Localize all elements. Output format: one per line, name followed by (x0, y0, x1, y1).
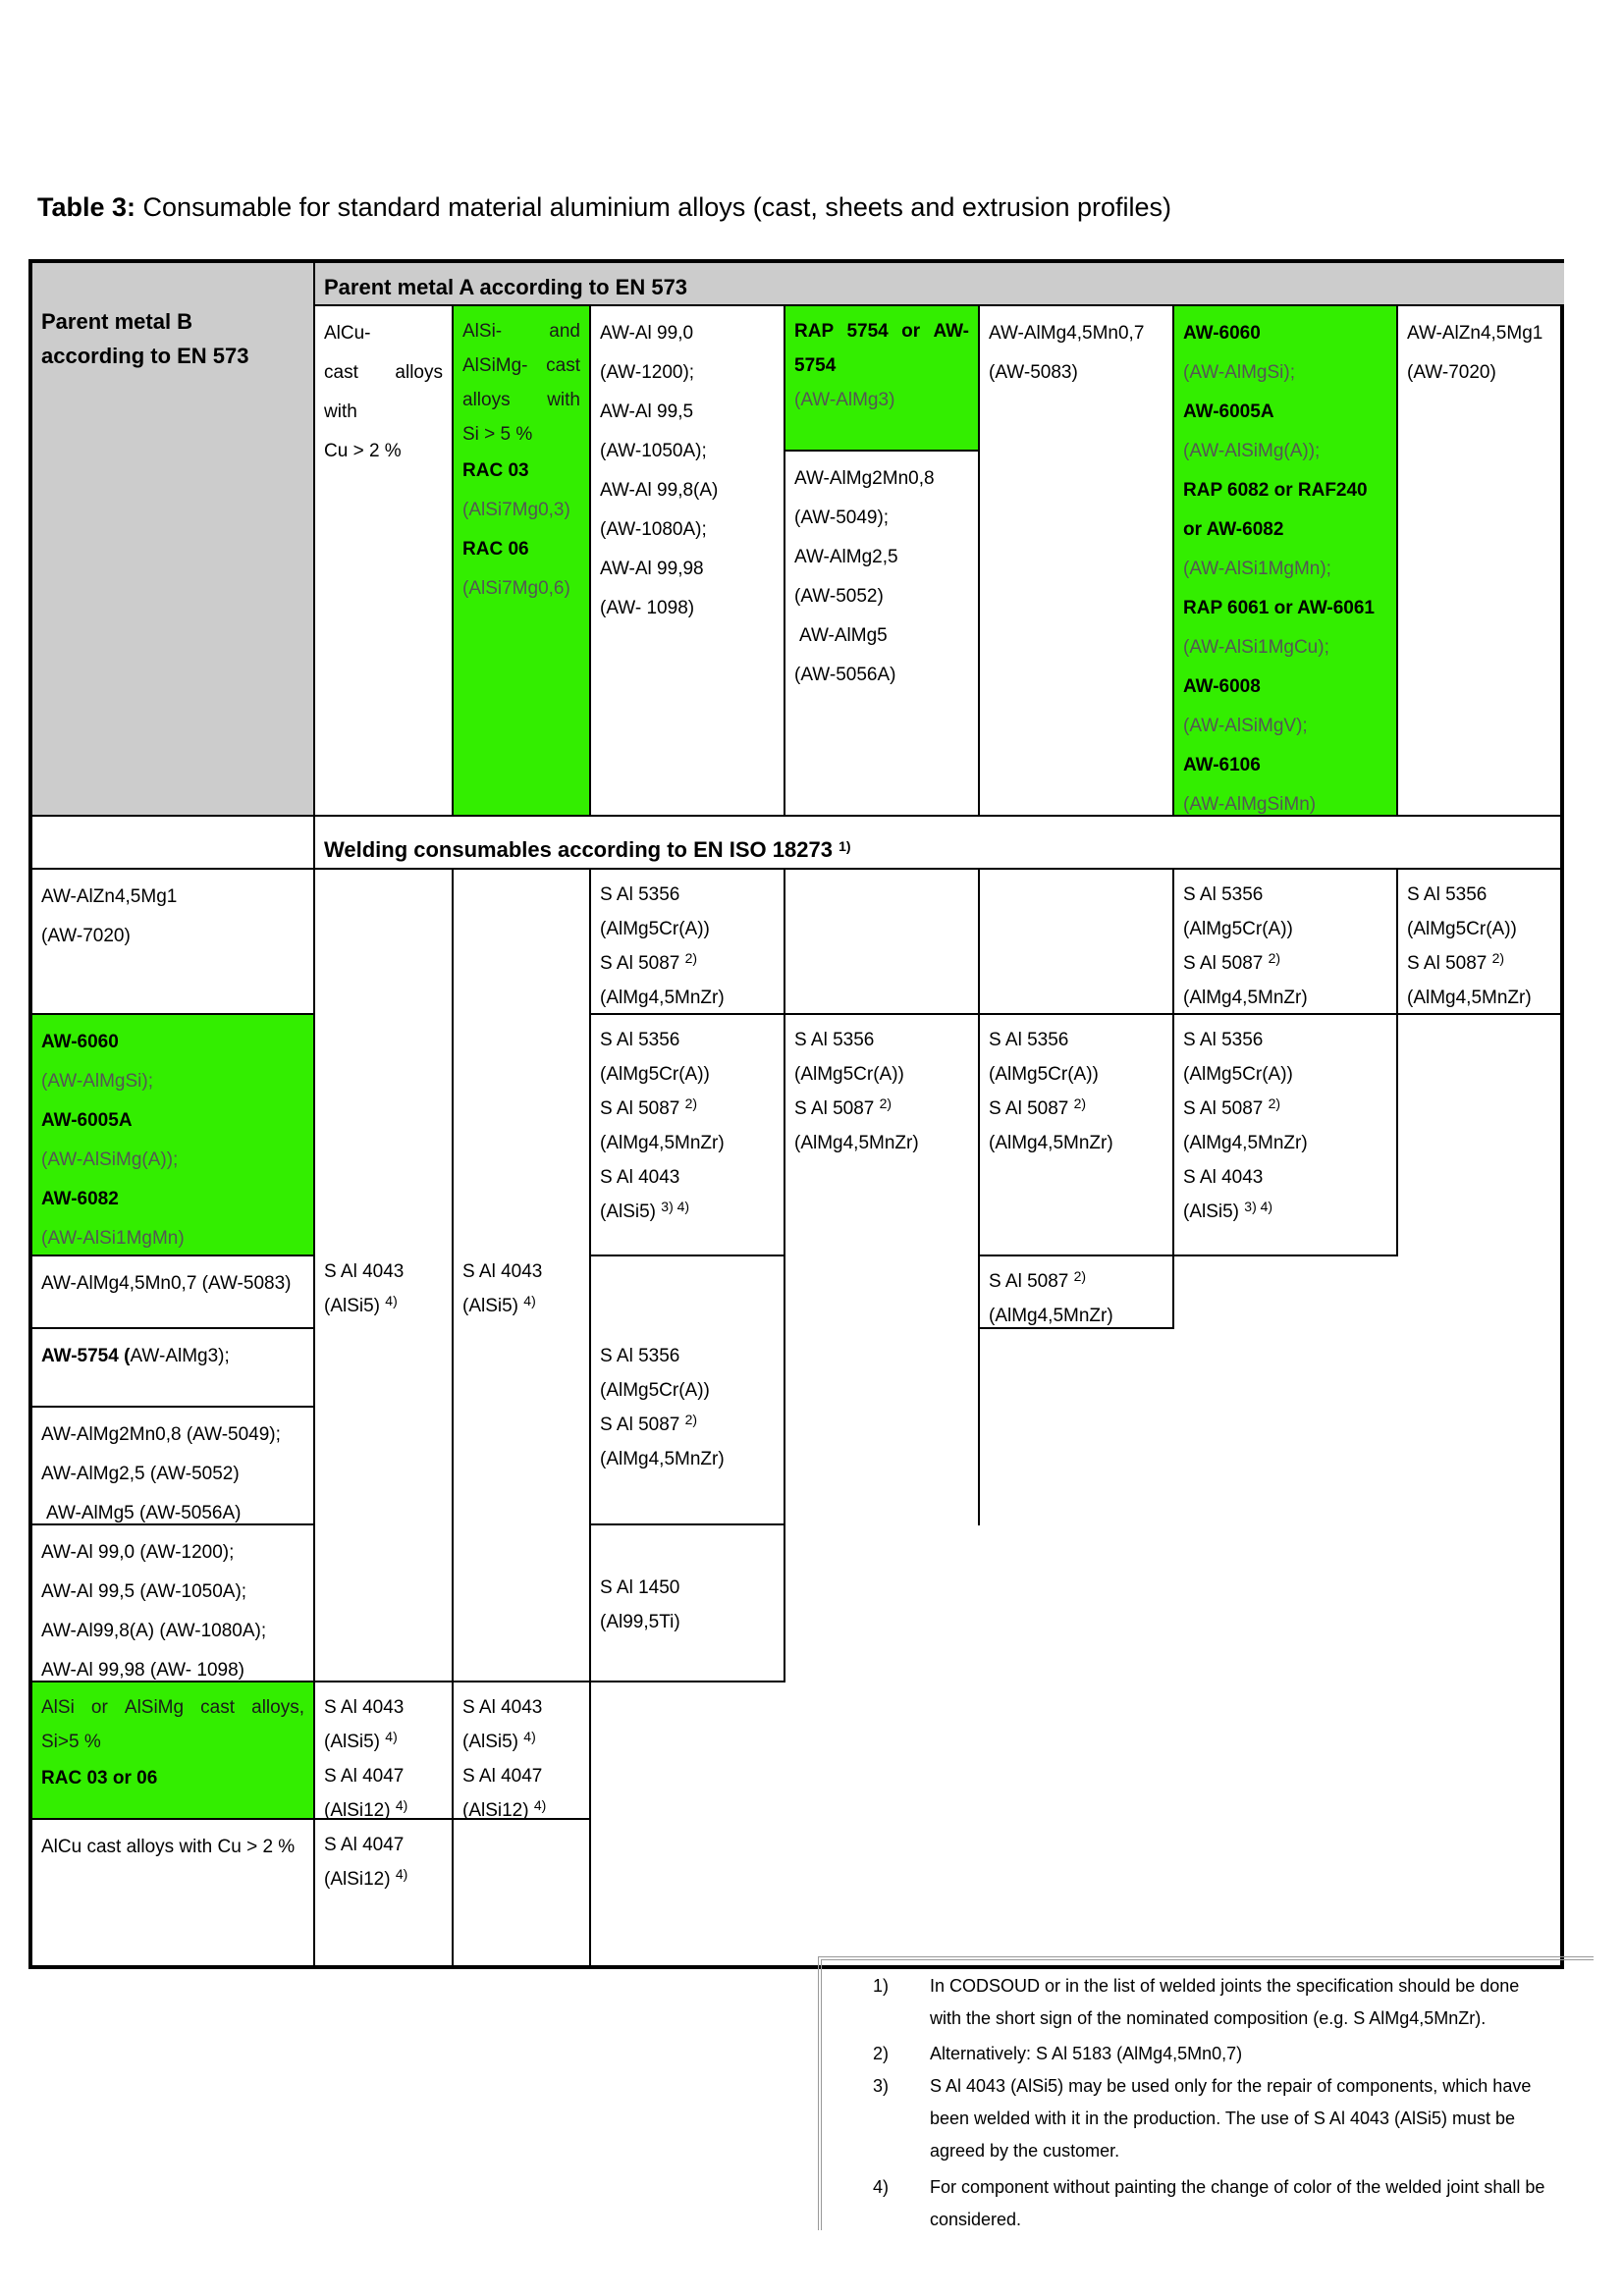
cell-almg45-almg45: S Al 5087 $^{2)}$ (AlMg4,5MnZr) (980, 1255, 1174, 1329)
row-label-aw5754: AW-5754 (AW-AlMg3); (32, 1329, 315, 1408)
footnote-1: 1) In CODSOUD or in the list of welded joints the specification should be done with the short sign of the nominated composition (e.g. S AlMg4,5MnZr). (872, 1976, 1520, 2028)
row-label-alcu-cast: AlCu cast alloys with Cu > 2 % (32, 1820, 315, 1969)
col-almg2mn: AW-AlMg2Mn0,8 (AW-5049); AW-AlMg2,5 (AW-5052) AW-AlMg5 (AW-5056A) (785, 452, 980, 815)
parent-metal-b-header: Parent metal B according to EN 573 (32, 263, 315, 815)
cell-alsi-alsi: S Al 4043 (AlSi5) $^{4)}$ S Al 4047 (AlSi12) $^{4)}$ (454, 1682, 591, 1820)
caption-text: Consumable for standard material aluminium alloys (cast, sheets and extrusion profiles) (135, 192, 1172, 222)
cell-al99-aw6060: S Al 5356 (AlMg5Cr(A)) S Al 5087 $^{2)}$ (AlMg4,5MnZr) S Al 4043 (AlSi5) $^{3) 4)}$ (591, 1015, 785, 1256)
col-alcu-cast: AlCu- cast alloys with Cu > 2 % (315, 306, 454, 815)
cell-alcu-4043: S Al 4043 (AlSi5) $^{4)}$ (315, 870, 454, 1682)
cell-alzn-alzn: S Al 5356 (AlMg5Cr(A)) S Al 5087 $^{2)}$ (AlMg4,5MnZr) (1398, 870, 1564, 1015)
col-aw6060: AW-6060 (AW-AlMgSi); AW-6005A (AW-AlSiMg(A)); RAP 6082 or RAF240 or AW-6082 (AW-AlSi1MgMn); RAP 6061 or AW-6061 (AW-AlSi1MgCu); AW-6008 (AW-AlSiMgV); AW-6106 (AW-AlMgSiMn) (1174, 306, 1398, 815)
cell-almg45-aw6060: S Al 5356 (AlMg5Cr(A)) S Al 5087 $^{2)}$ (AlMg4,5MnZr) (980, 1015, 1174, 1256)
row-label-aw6060: AW-6060 (AW-AlMgSi); AW-6005A (AW-AlSiMg(A)); AW-6082 (AW-AlSi1MgMn) (32, 1015, 315, 1256)
col-alzn: AW-AlZn4,5Mg1 (AW-7020) (1407, 323, 1543, 383)
col-alsi-cast: AlSi- and AlSiMg- cast alloys with Si > 5 % RAC 03 (AlSi7Mg0,3) RAC 06 (AlSi7Mg0,6) (454, 306, 591, 815)
cell-al99-al99: S Al 1450 (Al99,5Ti) (591, 1525, 785, 1682)
cell-alsi-4043: S Al 4043 (AlSi5) $^{4)}$ (454, 870, 591, 1682)
cell-almg45-alzn (980, 870, 1174, 1015)
row-label-almg2mn: AW-AlMg2Mn0,8 (AW-5049); AW-AlMg2,5 (AW-5052) AW-AlMg5 (AW-5056A) (32, 1408, 315, 1525)
caption-label: Table 3: (37, 192, 136, 222)
cell-al99-almg: S Al 5356 (AlMg5Cr(A)) S Al 5087 $^{2)}$ (AlMg4,5MnZr) (591, 1256, 785, 1525)
footnote-4: 4) For component without painting the change of color of the welded joint shall be considered. (872, 2177, 1545, 2229)
row-label-alzn: AW-AlZn4,5Mg1 (AW-7020) (32, 870, 315, 1015)
col-al99: AW-Al 99,0 (AW-1200); AW-Al 99,5 (AW-1050A); AW-Al 99,8(A) (AW-1080A); AW-Al 99,98 (AW- 1098) (591, 306, 785, 815)
col-almg45: AW-AlMg4,5Mn0,7 (AW-5083) (980, 306, 1174, 815)
table-caption (37, 192, 1171, 223)
consumables-table (28, 259, 1564, 2229)
cell-alcu-alcu: S Al 4047 (AlSi12) $^{4)}$ (315, 1820, 454, 1969)
cell-rap5754-alzn (785, 870, 980, 1015)
parent-metal-a-header: Parent metal A according to EN 573 (315, 263, 1564, 306)
col-rap5754: RAP 5754 or AW- 5754 (AW-AlMg3) (785, 306, 980, 452)
cell-alsi-alcu (454, 1820, 591, 1969)
cell-al99-alzn: S Al 5356 (AlMg5Cr(A)) S Al 5087 $^{2)}$ (AlMg4,5MnZr) (591, 870, 785, 1015)
welding-consumables-header: Welding consumables according to EN ISO 18273 $^{1)}$ (315, 815, 1564, 870)
row-label-alsi-cast: AlSi or AlSiMg cast alloys, Si>5 % RAC 03 or 06 (32, 1682, 315, 1820)
footnote-2: 2) Alternatively: S Al 5183 (AlMg4,5Mn0,7) (872, 2044, 1243, 2063)
cell-rap5754-group: S Al 5356 (AlMg5Cr(A)) S Al 5087 $^{2)}$ (AlMg4,5MnZr) (785, 1015, 980, 1525)
footnote-3: 3) S Al 4043 (AlSi5) may be used only for the repair of components, which have been welded with it in the production. The use of S Al 4043 (AlSi5) must be agreed by the customer. (872, 2076, 1532, 2161)
cell-aw6060-aw6060: S Al 5356 (AlMg5Cr(A)) S Al 5087 $^{2)}$ (AlMg4,5MnZr) S Al 4043 (AlSi5) $^{3) 4)}$ (1174, 1015, 1398, 1256)
footnotes (818, 1956, 1594, 2230)
row-label-al99: AW-Al 99,0 (AW-1200); AW-Al 99,5 (AW-1050A); AW-Al99,8(A) (AW-1080A); AW-Al 99,98 (AW- 1098) (32, 1525, 315, 1682)
row-label-almg45: AW-AlMg4,5Mn0,7 (AW-5083) (32, 1256, 315, 1329)
cell-alcu-alsi: S Al 4043 (AlSi5) $^{4)}$ S Al 4047 (AlSi12) $^{4)}$ (315, 1682, 454, 1820)
welding-header-blank (32, 815, 315, 870)
cell-aw6060-alzn: S Al 5356 (AlMg5Cr(A)) S Al 5087 $^{2)}$ (AlMg4,5MnZr) (1174, 870, 1398, 1015)
